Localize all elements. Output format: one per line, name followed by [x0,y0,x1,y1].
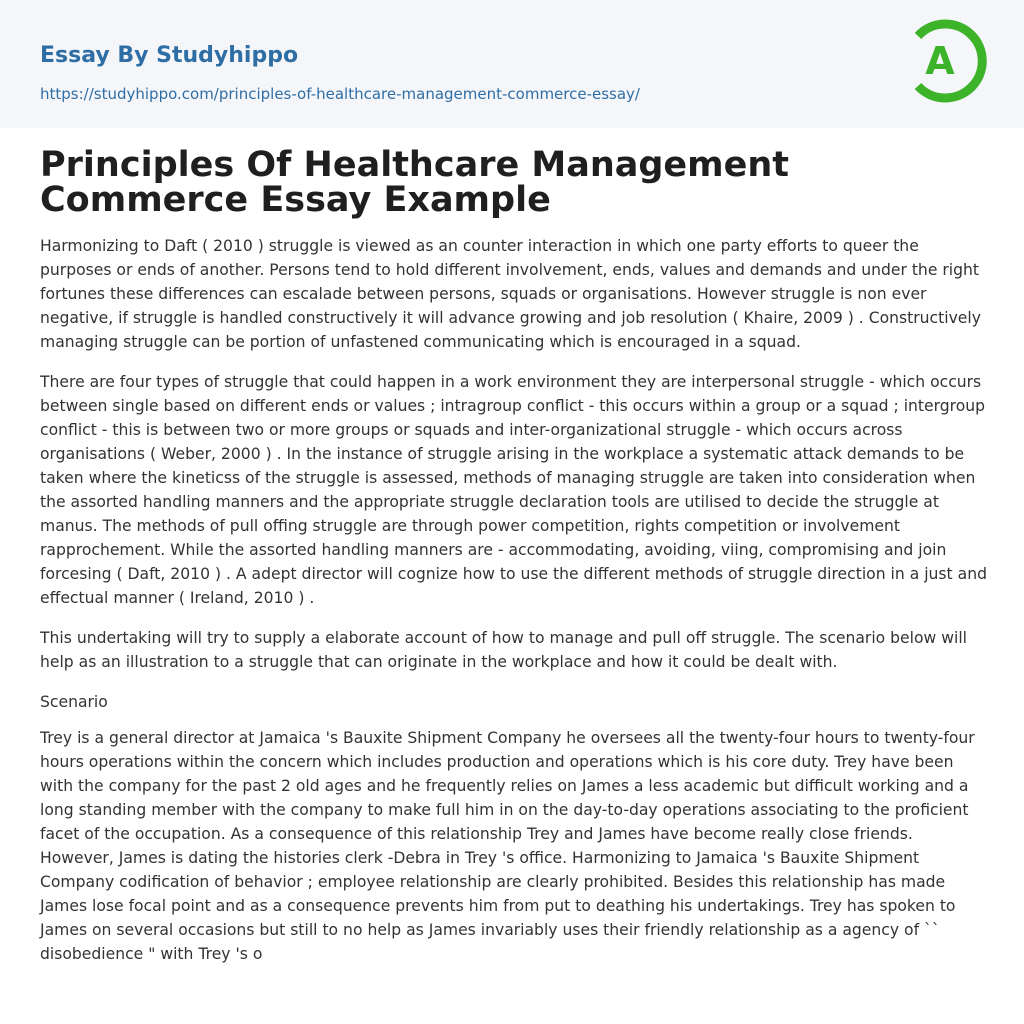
article-body [40,234,990,982]
scenario-heading: Scenario [40,693,108,711]
logo-letter: A [925,39,955,83]
article-url-link[interactable]: https://studyhippo.com/principles-of-healthcare-management-commerce-essay/ [40,85,640,103]
studyhippo-logo-icon[interactable] [906,16,990,106]
site-header [0,0,1024,128]
paragraph-intro: Harmonizing to Daft ( 2010 ) struggle is viewed as an counter interaction in which one party efforts to queer the purposes or ends of another. Persons tend to hold different involvement, ends, values and demands and under the right fortunes these differences can escalade between persons, squads or organisations. However struggle is non ever negative, if struggle is handled constructively it will advance growing and job resolution ( Khaire, 2009 ) . Constructively managing struggle can be portion of unfastened communicating which is encouraged in a squad. [40,237,981,351]
article-title: Principles Of Healthcare Management Commerce Essay Example [40,145,790,220]
site-brand[interactable]: Essay By Studyhippo [40,43,299,68]
paragraph-undertaking: This undertaking will try to supply a elaborate account of how to manage and pull off struggle. The scenario below will help as an illustration to a struggle that can originate in the workplace and how it could be dealt with. [40,629,967,671]
paragraph-scenario: Trey is a general director at Jamaica 's Bauxite Shipment Company he oversees all the twenty-four hours to twenty-four hours operations within the concern which includes production and operations which is his core duty. Trey have been with the company for the past 2 old ages and he frequently relies on James a less academic but difficult working and a long standing member with the company to make full him in on the day-to-day operations associating to the proficient facet of the occupation. As a consequence of this relationship Trey and James have become really close friends. However, James is dating the histories clerk -Debra in Trey 's office. Harmonizing to Jamaica 's Bauxite Shipment Company codification of behavior ; employee relationship are clearly prohibited. Besides this relationship has made James lose focal point and as a consequence prevents him from put to deathing his undertakings. Trey has spoken to James on several occasions but still to no help as James invariably uses their friendly relationship as a agency of `` disobedience " with Trey 's o [40,729,975,963]
paragraph-conflict-types: There are four types of struggle that could happen in a work environment they are interpersonal struggle - which occurs between single based on different ends or values ; intragroup conflict - this occurs within a group or a squad ; intergroup conflict - this is between two or more groups or squads and inter-organizational struggle - which occurs across organisations ( Weber, 2000 ) . In the instance of struggle arising in the workplace a systematic attack demands to be taken where the kineticss of the struggle is assessed, methods of managing struggle are taken into consideration when the assorted handling manners and the appropriate struggle declaration tools are utilised to decide the struggle at manus. The methods of pull offing struggle are through power competition, rights competition or involvement rapprochement. While the assorted handling manners are - accommodating, avoiding, viing, compromising and join forcesing ( Daft, 2010 ) . A adept director will cognize how to use the different methods of struggle direction in a just and effectual manner ( Ireland, 2010 ) . [40,373,987,607]
